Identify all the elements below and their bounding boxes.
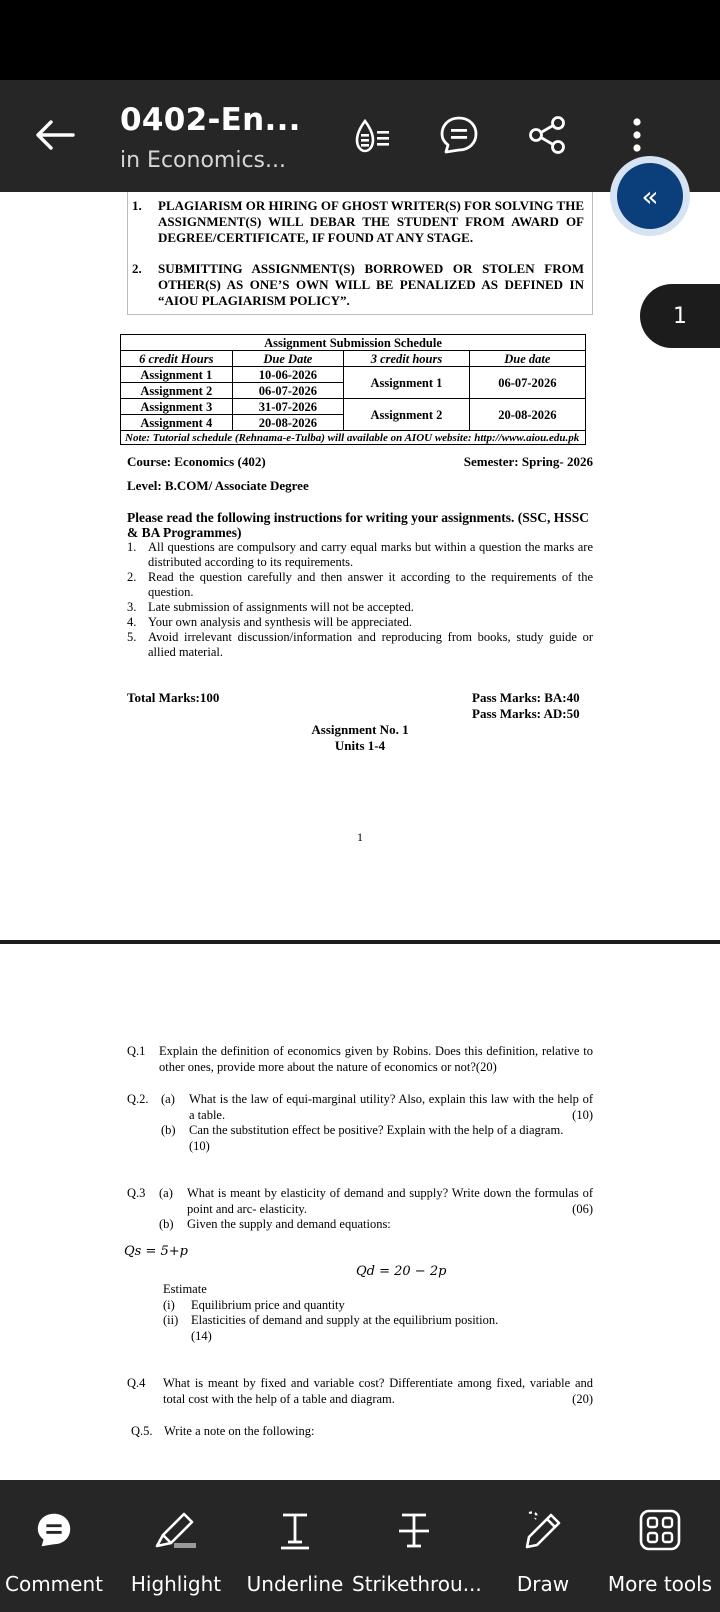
column-header: 3 credit hours [344, 351, 470, 367]
level-line: Level: B.COM/ Associate Degree [127, 478, 309, 493]
demand-equation: Qd = 20 − 2p [356, 1264, 447, 1279]
question-3: Q.3 (a) What is meant by elasticity of demand and supply? Write down the formulas of point and arc- elasticity. (06) (b) Given the supply and demand equations: [127, 1186, 593, 1231]
strikethrough-tool[interactable] [352, 1480, 482, 1612]
schedule-note: Note: Tutorial schedule (Rehnama-e-Tulba) will available on AIOU website: http://www.aiou.edu.pk [121, 431, 586, 445]
strikethrough-tool-label: Strikethrou... [352, 1572, 482, 1596]
more-tools-label: More tools [607, 1572, 713, 1596]
highlight-tool[interactable] [120, 1480, 232, 1612]
instructions-title: Please read the following instructions for writing your assignments. (SSC, HSSC & BA Programmes) [127, 510, 590, 540]
list-item: 1. All questions are compulsory and carry equal marks but within a question the marks are distributed according to its requirements. [127, 540, 593, 569]
page-indicator-badge[interactable]: 1 [640, 284, 720, 348]
column-header: 6 credit Hours [121, 351, 233, 367]
pen-draw-icon [521, 1509, 565, 1551]
course-name: Course: Economics (402) [127, 454, 266, 469]
semester: Semester: Spring- 2026 [463, 454, 593, 469]
schedule-title: Assignment Submission Schedule [121, 335, 586, 351]
question-2: Q.2. (a) What is the law of equi-marginal utility? Also, explain this law with the help of a table. (10) (b) Can the substitution effect be positive? Explain with the help of a diagram. (10) [127, 1092, 593, 1153]
table-row: Assignment 3 31-07-2026 Assignment 2 20-08-2026 [121, 399, 586, 415]
column-header: Due date [469, 351, 585, 367]
bottom-toolbar [0, 1480, 720, 1612]
draw-tool-label: Draw [516, 1572, 570, 1596]
underline-tool[interactable] [240, 1480, 350, 1612]
read-aloud-button[interactable] [348, 110, 398, 160]
underline-tool-label: Underline [246, 1572, 344, 1596]
list-item: 5. Avoid irrelevant discussion/information and reproducing from books, study guide or allied material. [127, 630, 593, 659]
question-5: Q.5. Write a note on the following: [131, 1424, 315, 1438]
table-row: Assignment 4 20-08-2026 [121, 415, 586, 431]
comment-mode-button[interactable] [434, 110, 484, 160]
double-chevron-left-icon: « [617, 163, 683, 229]
pass-marks: Pass Marks: BA:40 Pass Marks: AD:50 [472, 690, 580, 721]
more-tools-button[interactable] [600, 1480, 720, 1612]
document-title: 0402-En... [120, 102, 301, 138]
draw-tool[interactable] [488, 1480, 598, 1612]
course-line [127, 454, 593, 470]
app-header [0, 80, 720, 192]
table-row: Assignment 2 06-07-2026 [121, 383, 586, 399]
submission-schedule-table [120, 334, 586, 445]
warning-box [127, 184, 593, 315]
list-item: 2. Read the question carefully and then answer it according to the requirements of the question. [127, 570, 593, 599]
comment-bubble-icon [438, 114, 480, 156]
page-number: 1 [357, 830, 363, 844]
highlight-tool-label: Highlight [130, 1572, 222, 1596]
back-button[interactable] [30, 110, 80, 160]
column-header: Due Date [232, 351, 344, 367]
arrow-left-icon [35, 119, 75, 151]
pdf-page-2 [0, 944, 720, 1480]
more-vertical-icon [627, 114, 647, 156]
warning-item: 1. PLAGIARISM OR HIRING OF GHOST WRITER(S) FOR SOLVING THE ASSIGNMENT(S) WILL DEBAR THE STUDENT FROM AWARD OF DEGREE/CERTIFICATE, IF FOUND AT ANY STAGE. [132, 198, 584, 245]
read-aloud-icon [353, 115, 393, 155]
question-4: Q.4 What is meant by fixed and variable cost? Differentiate among fixed, variable and total cost with the help of a table and diagram. (20) [127, 1376, 593, 1406]
list-item: 3. Late submission of assignments will not be accepted. [127, 600, 414, 614]
grid-tools-icon [639, 1509, 681, 1551]
underline-text-icon [278, 1510, 312, 1550]
comment-tool-label: Comment [5, 1572, 103, 1596]
strikethrough-text-icon [397, 1510, 431, 1550]
document-subtitle: in Economics... [120, 148, 286, 173]
collapse-panel-button[interactable] [610, 156, 690, 236]
question-3-estimate: Estimate (i) Equilibrium price and quantity (ii) Elasticities of demand and supply at the equilibrium position. (14) [163, 1282, 499, 1343]
comment-bubble-icon [34, 1510, 74, 1550]
list-item: 4. Your own analysis and synthesis will be appreciated. [127, 615, 412, 629]
total-marks: Total Marks:100 [127, 690, 220, 705]
instructions-list [127, 540, 593, 660]
pdf-page-1 [0, 192, 720, 940]
table-row: Assignment 1 10-06-2026 Assignment 1 06-07-2026 [121, 367, 586, 383]
comment-tool[interactable] [0, 1480, 108, 1612]
share-button[interactable] [522, 110, 572, 160]
warning-item: 2. SUBMITTING ASSIGNMENT(S) BORROWED OR STOLEN FROM OTHER(S) AS ONE’S OWN WILL BE PENALIZED AS DEFINED IN “AIOU PLAGIARISM POLICY”. [132, 261, 584, 308]
share-icon [526, 114, 568, 156]
assignment-heading: Assignment No. 1 Units 1-4 [311, 722, 409, 753]
supply-equation: Qs = 5+p [124, 1244, 188, 1259]
question-1: Q.1 Explain the definition of economics given by Robins. Does this definition, relative to other ones, provide more about the nature of economics or not?(20) [127, 1044, 593, 1074]
status-bar [0, 0, 720, 80]
highlighter-icon [154, 1510, 198, 1550]
more-options-button[interactable] [612, 110, 662, 160]
